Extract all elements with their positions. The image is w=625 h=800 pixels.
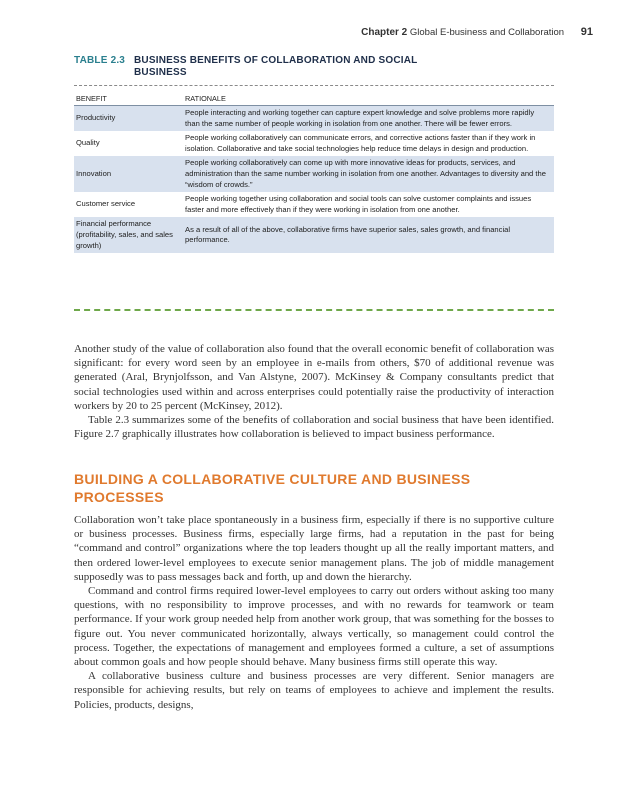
running-head <box>0 26 593 38</box>
table-caption <box>74 55 574 79</box>
table-number: TABLE 2.3 <box>74 55 126 66</box>
rationale-cell: People working collaboratively can come up with more innovative ideas for products, services, and administration than the same number working in isolation from one another. Advantages to diversity and the “wisdom of crowds.” <box>183 156 554 192</box>
section-body <box>74 513 554 712</box>
benefit-cell: Productivity <box>74 106 183 132</box>
paragraph: Command and control firms required lower-level employees to carry out orders without asking too many questions, with no responsibility to improve processes, and with no rewards for teamwork or team performance. If your work group needed help from another work group, that was something for the bosses to figure out. You never communicated horizontally, always vertically, so management could control the process. Together, the expectations of management and employees formed a culture, a set of assumptions about common goals and how people should behave. Many business firms still operate this way. <box>74 585 554 669</box>
rationale-cell: People interacting and working together can capture expert knowledge and solve problems more rapidly than the same number of people working in isolation from one another. There will be fewer errors. <box>183 106 554 132</box>
page-number: 91 <box>580 26 593 38</box>
paragraph: A collaborative business culture and business processes are very different. Senior managers are responsible for achieving results, but rely on teams of employees to achieve and implement the results. Policies, products, designs, <box>74 670 554 711</box>
chapter-title: Global E-business and Collaboration <box>409 27 565 38</box>
table-title: BUSINESS BENEFITS OF COLLABORATION AND SOCIAL BUSINESS <box>134 55 418 78</box>
intro-text <box>74 342 554 441</box>
benefit-cell: Quality <box>76 138 100 148</box>
table-row <box>74 131 554 156</box>
table-row <box>74 156 554 192</box>
benefits-table <box>74 90 554 253</box>
benefit-cell: Customer service <box>76 199 136 209</box>
column-header-benefit: BENEFIT <box>74 90 183 106</box>
paragraph: Table 2.3 summarizes some of the benefits of collaboration and social business that have been identified. Figure 2.7 graphically illustrates how collaboration is believed to impact business performance. <box>74 414 554 441</box>
table-row <box>74 106 554 132</box>
rationale-cell: People working together using collaboration and social tools can solve customer complaints and issues faster and more effectively than if they were working in isolation from one another. <box>185 194 532 214</box>
benefit-cell: Innovation <box>74 156 183 192</box>
column-header-rationale: RATIONALE <box>183 90 554 106</box>
table-row <box>74 217 554 253</box>
rationale-cell: People working collaboratively can communicate errors, and corrective actions faster than if they work in isolation. Collaborative and take social technologies help reduce time delays in design and production. <box>185 133 536 153</box>
table-bottom-rule <box>74 309 554 311</box>
benefit-cell: Financial performance (profitability, sales, and sales growth) <box>74 217 183 253</box>
section-heading: BUILDING A COLLABORATIVE CULTURE AND BUSINESS PROCESSES <box>74 471 471 505</box>
rationale-cell: As a result of all of the above, collaborative firms have superior sales, sales growth, and financial performance. <box>183 217 554 253</box>
chapter-label: Chapter 2 <box>361 27 408 38</box>
table-top-rule <box>74 85 554 86</box>
table-header-row <box>74 90 554 106</box>
paragraph: Collaboration won’t take place spontaneously in a business firm, especially if there is no supportive culture or business processes. Business firms, especially large firms, had a reputation in the past for being “command and control” organizations where the top leaders thought up all the really important matters, and then ordered lower-level employees to execute senior management plans. The job of middle management supposedly was to pass messages back and forth, up and down the hierarchy. <box>74 514 554 583</box>
table-row <box>74 192 554 217</box>
paragraph: Another study of the value of collaboration also found that the overall economic benefit of collaboration was significant: for every word seen by an employee in e-mails from others, $70 of additional revenue was generated (Aral, Brynjolfsson, and Van Alstyne, 2007). McKinsey & Company consultants predict that social technologies used within and across enterprises could potentially raise the productivity of interaction workers by 20 to 25 percent (McKinsey, 2012). <box>74 343 554 412</box>
